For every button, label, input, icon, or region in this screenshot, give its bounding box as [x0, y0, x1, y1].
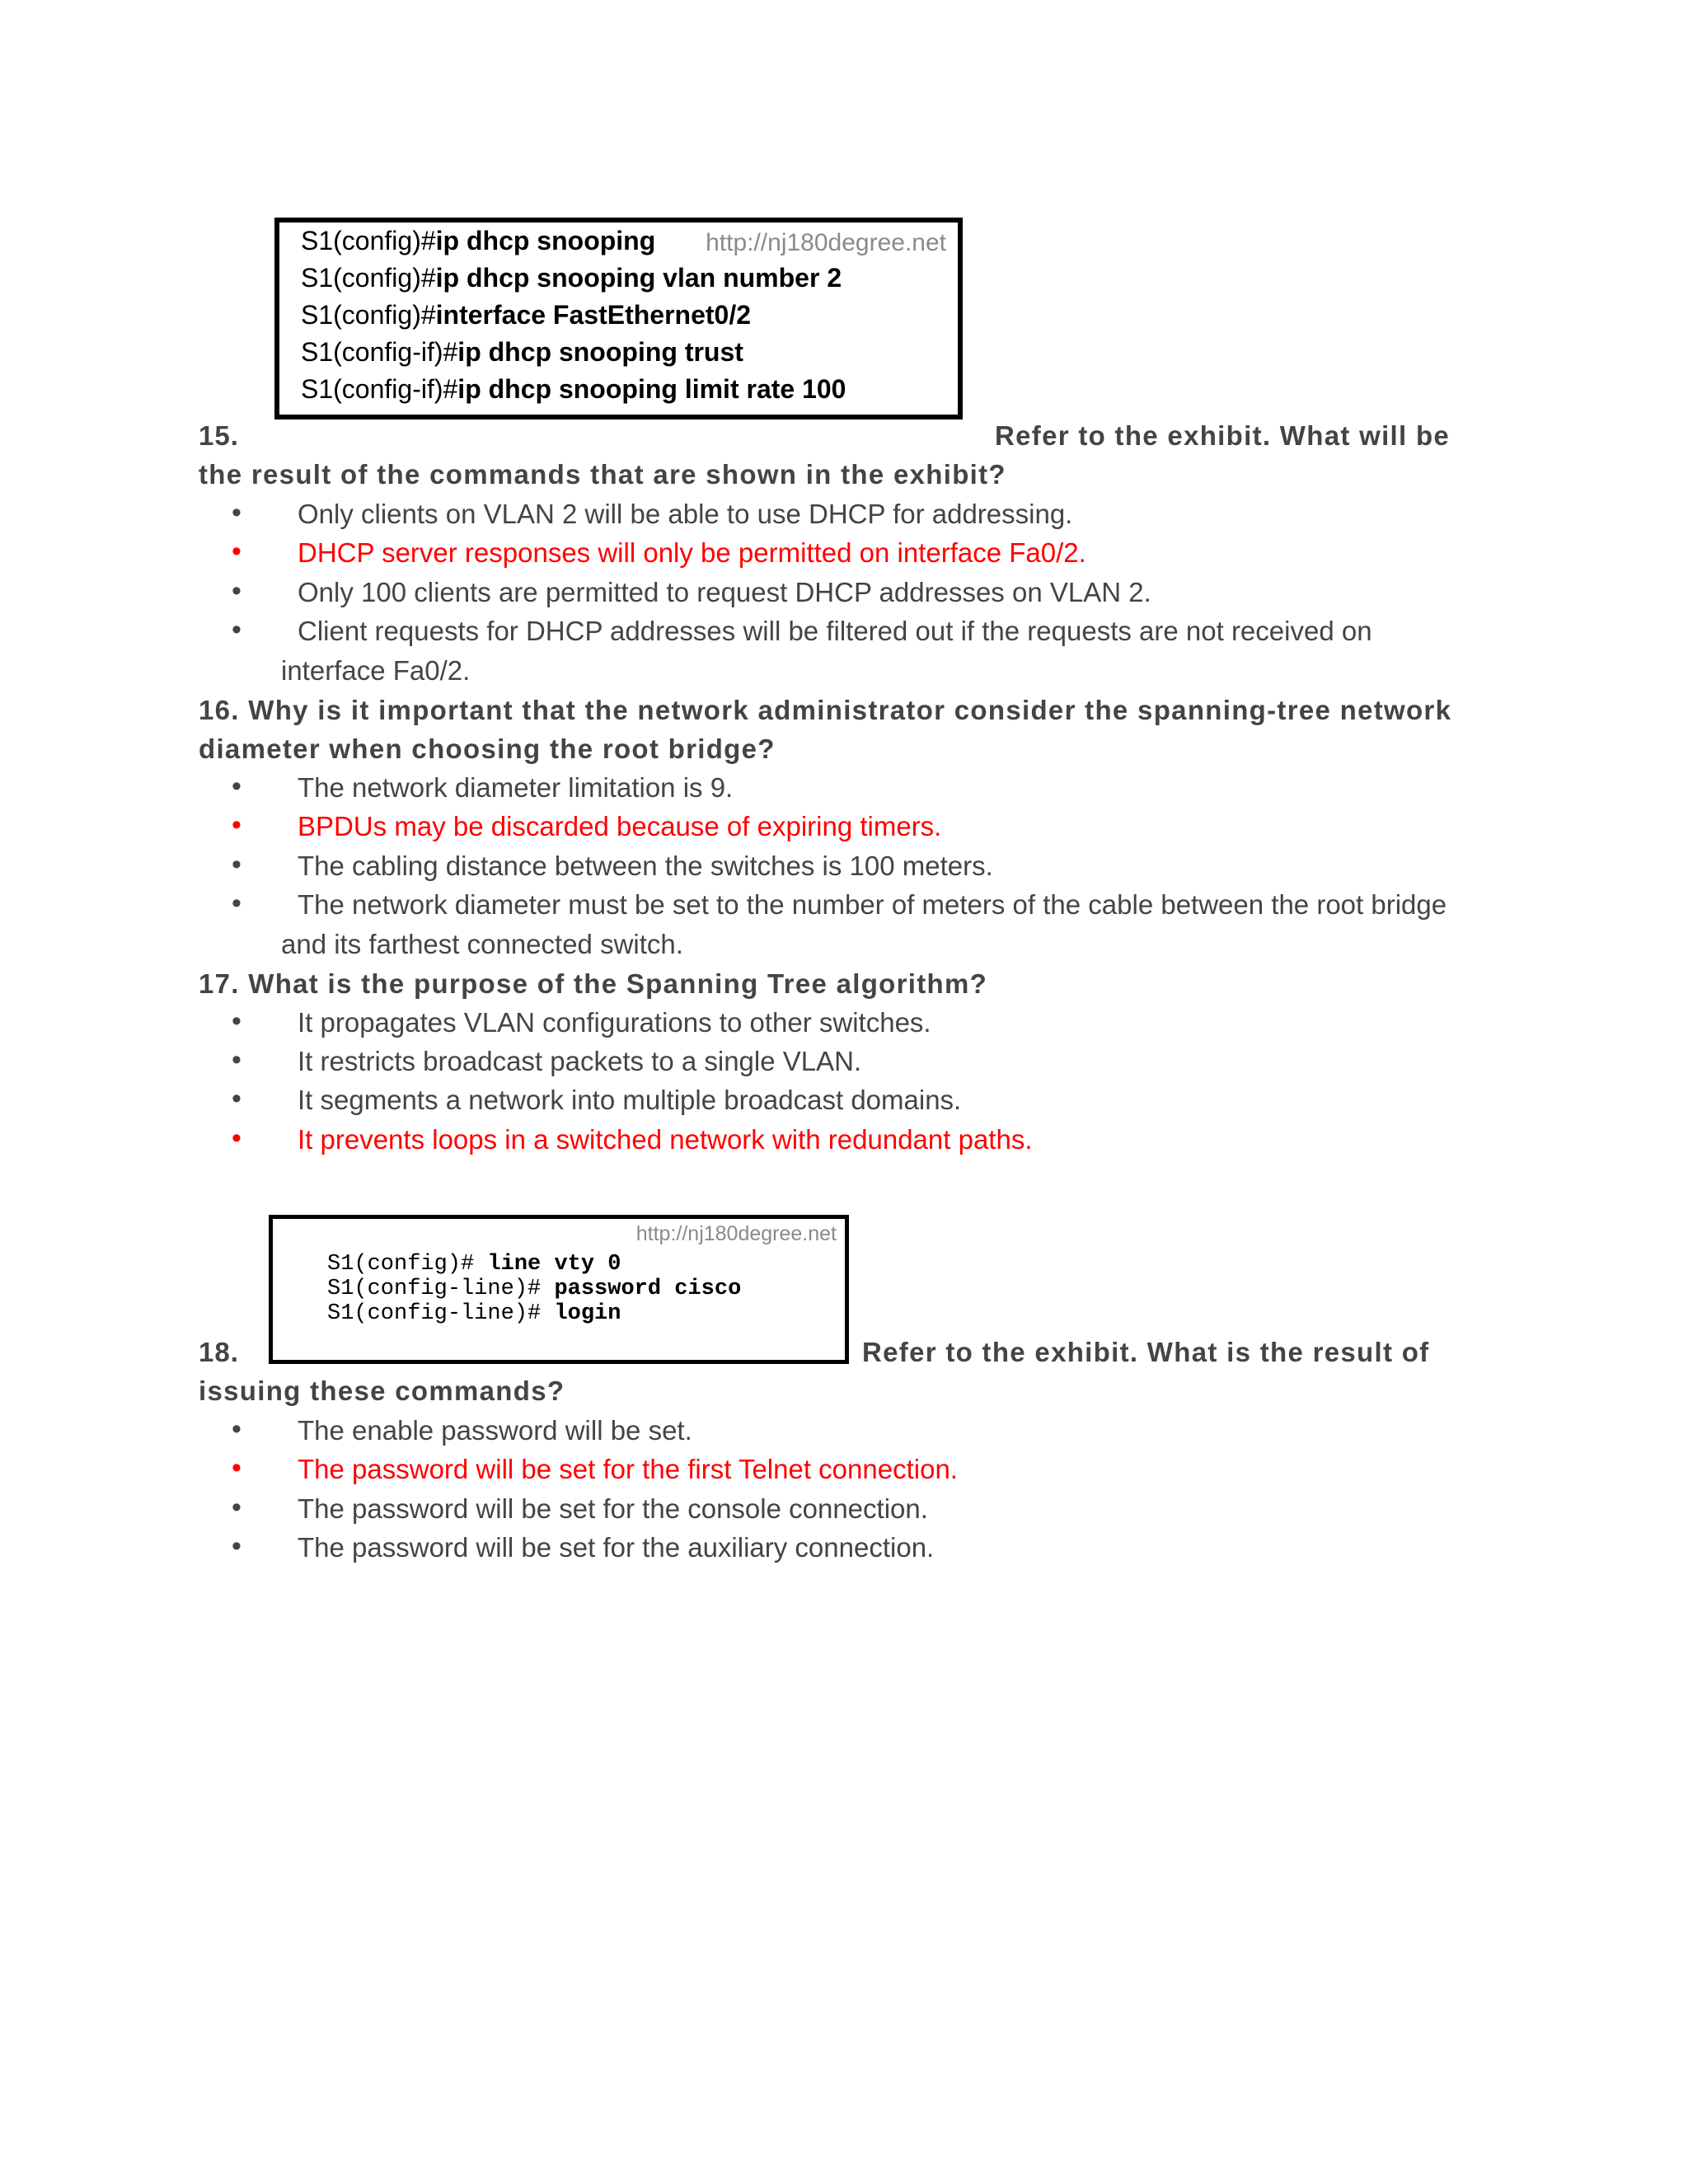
exhibit-dhcp-snooping	[274, 218, 963, 419]
question-text: 17. What is the purpose of the Spanning Tree algorithm?	[199, 968, 988, 999]
question-text: 16. Why is it important that the network administrator consider the spanning-tree network	[199, 695, 1452, 725]
question-number: 15.	[199, 420, 239, 451]
bullet-icon: •	[232, 1083, 241, 1114]
exhibit-line-vty	[269, 1215, 849, 1364]
bullet-icon: •	[232, 497, 241, 528]
bullet-icon: •	[232, 771, 241, 802]
bullet-icon: •	[232, 1044, 241, 1076]
question-number: 18.	[199, 1337, 239, 1367]
exhibit-line: S1(config-line)# login	[327, 1301, 621, 1326]
exhibit-line: S1(config)#ip dhcp snooping	[301, 226, 656, 255]
question-text: diameter when choosing the root bridge?	[199, 733, 776, 764]
watermark: http://nj180degree.net	[635, 1222, 837, 1245]
question-text: issuing these commands?	[199, 1376, 565, 1406]
question-text: the result of the commands that are shown in the exhibit?	[199, 459, 1006, 490]
exhibit-line: S1(config)#ip dhcp snooping vlan number 2	[301, 263, 842, 293]
bullet-icon: •	[232, 1492, 241, 1523]
exhibit-line: S1(config-line)# password cisco	[327, 1277, 742, 1301]
bullet-icon: •	[232, 575, 241, 607]
bullet-icon: •	[232, 1530, 241, 1562]
bullet-icon: •	[232, 1452, 241, 1483]
bullet-icon: •	[232, 1005, 241, 1037]
bullet-icon: •	[232, 614, 241, 645]
bullet-icon: •	[232, 1122, 241, 1154]
exhibit-line: S1(config-if)#ip dhcp snooping limit rate 100	[301, 374, 846, 404]
exhibit-line: S1(config-if)#ip dhcp snooping trust	[301, 337, 743, 367]
bullet-icon: •	[232, 888, 241, 919]
bullet-icon: •	[232, 809, 241, 841]
bullet-icon: •	[232, 536, 241, 567]
bullet-icon: •	[232, 849, 241, 880]
bullet-icon: •	[232, 1413, 241, 1445]
exhibit-line: S1(config)#interface FastEthernet0/2	[301, 300, 751, 330]
question-text: Refer to the exhibit. What will be	[995, 420, 1451, 451]
exhibit-line: S1(config)# line vty 0	[327, 1252, 621, 1277]
watermark: http://nj180degree.net	[706, 229, 946, 256]
question-text: Refer to the exhibit. What is the result of	[862, 1337, 1430, 1367]
